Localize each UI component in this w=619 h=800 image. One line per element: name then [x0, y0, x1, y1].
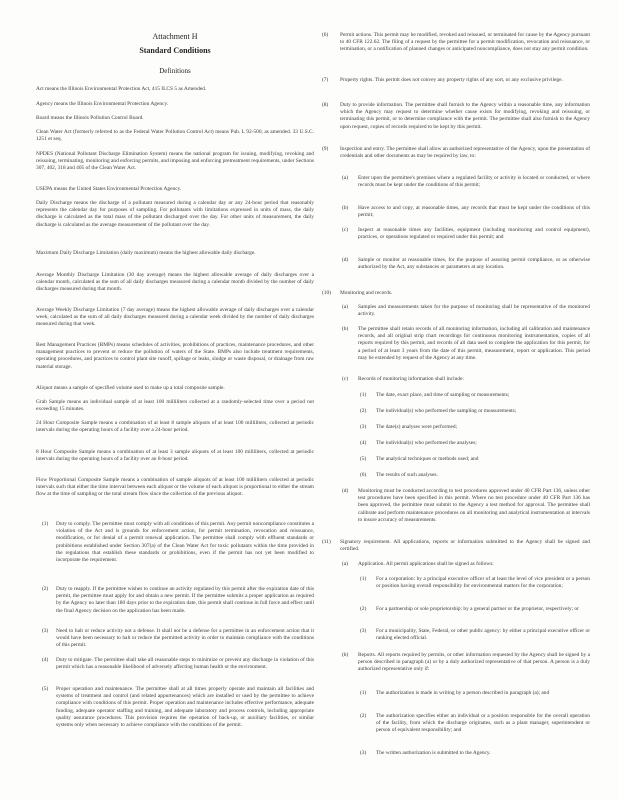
item-need-to-halt: Need to halt or reduce activity not a defense. It shall not be a defense for a permittee in an enforcement action that it would have been necessary to halt or reduce the permitted activity in order to maintain compliance with the conditions of this permit.: [56, 628, 314, 649]
record-item: The analytical techniques or methods used; and: [376, 456, 479, 462]
def-usepa: USEPA means the United States Environmental Protection Agency.: [36, 186, 182, 192]
sub-number: (a): [342, 561, 348, 567]
record-item: The date(s) analyses were performed;: [376, 424, 458, 430]
sub-number: (a): [342, 175, 348, 181]
item-number: (5): [42, 686, 49, 692]
sub-number: (2): [360, 713, 367, 719]
authorization-submitted: The written authorization is submitted to the Agency.: [376, 750, 491, 756]
sub-samples-representative: Samples and measurements taken for the purpose of monitoring shall be representative of the monitored activity.: [358, 304, 590, 318]
sub-number: (4): [360, 440, 367, 446]
authorization-writing: The authorization is made in writing by a person described in paragraph (a); and: [376, 690, 550, 696]
def-board: Board means the Illinois Pollution Control Board.: [36, 115, 144, 121]
def-max-daily: Maximum Daily Discharge Limitation (daily maximum) means the highest allowable daily discharge.: [36, 250, 256, 256]
def-24hr-composite: 24 Hour Composite Sample means a combination of at least 8 sample aliquots of at least 100 milliliters, collected at periodic intervals during the operating hours of a facility over a 24-hour period.: [36, 420, 314, 434]
record-item: The date, exact place, and time of sampling or measurements;: [376, 392, 510, 398]
sub-number: (d): [342, 488, 349, 494]
item-permit-actions: Permit actions. This permit may be modified, revoked and reissued, or terminated for cause by the Agency pursuant to 40 CFR 122.62. The filing of a request by the permittee for a permit modification, revocation and reissuance, or termination, or a notification of planned changes or anticipated noncompliance, does not stay any permit condition.: [340, 32, 590, 53]
item-number: (3): [42, 628, 49, 634]
document-title: Standard Conditions: [139, 46, 211, 55]
authorization-specifies: The authorization specifies either an individual or a position responsible for the overall operation of the facility, from which the discharge originates, such as a plant manager, superintendent or person of equivalent responsibility; and: [376, 713, 590, 734]
sub-enter-premises: Enter upon the permittee's premises where a regulated facility or activity is located or conducted, or where records must be kept under the conditions of this permit;: [358, 175, 590, 189]
signatory-partnership: For a partnership or sole proprietorship: by a general partner or the proprietor, respectively; or: [376, 606, 579, 612]
sub-number: (3): [360, 750, 367, 756]
item-property-rights: Property rights. This permit does not convey any property rights of any sort, or any exclusive privilege.: [340, 77, 563, 83]
sub-number: (5): [360, 456, 367, 462]
def-act: Act means the Illinois Environmental Protection Act, 415 ILCS 5 as Amended.: [36, 86, 207, 92]
item-proper-operation: Proper operation and maintenance. The permittee shall at all times properly operate and maintain all facilities and systems of treatment and control (and related appurtenances) which are installed or used by the permittee to achieve compliance with conditions of this permit. Proper operation and maintenance includes effective performance, adequate funding, adequate operator staffing and training, and adequate laboratory and process controls, including appropriate quality assurance procedures. This provision requires the operation of back-up, or auxiliary facilities, or similar systems only when necessary to achieve compliance with the conditions of the permit.: [56, 686, 314, 729]
sub-number: (3): [360, 628, 367, 634]
attachment-heading: Attachment H: [152, 32, 198, 41]
item-number: (10): [322, 290, 331, 296]
sub-have-access: Have access to and copy, at reasonable times, any records that must be kept under the conditions of this permit;: [358, 205, 590, 219]
sub-inspect: Inspect at reasonable times any facilities, equipment (including monitoring and control equipment), practices, or operations regulated or required under this permit; and: [358, 227, 590, 241]
item-duty-to-provide-info: Duty to provide information. The permittee shall furnish to the Agency within a reasonable time, any information which the Agency may request to determine whether cause exists for modifying, revoking and reissuing, or terminating this permit, or to determine compliance with the permit. The permittee shall also furnish to the Agency upon request, copies of records required to be kept by this permit.: [340, 102, 590, 130]
def-flow-proportional: Flow Proportional Composite Sample means a combination of sample aliquots of at least 100 milliliters collected at periodic intervals such that either the time interval between each aliquot or the volume of each aliquot is proportional to either the stream flow at the time of sampling or the total stream flow since the collection of the previous aliquot.: [36, 477, 314, 498]
sub-number: (2): [360, 606, 367, 612]
def-grab-sample: Grab Sample means an individual sample of at least 100 milliliters collected at a randomly-selected time over a period not exceeding 15 minutes.: [36, 399, 314, 413]
def-aliquot: Aliquot means a sample of specified volume used to make up a total composite sample.: [36, 385, 225, 391]
record-item: The individual(s) who performed the sampling or measurements;: [376, 408, 517, 414]
sub-number: (b): [342, 652, 349, 658]
sub-sample-monitor: Sample or monitor at reasonable times, for the purpose of assuring permit compliance, or as otherwise authorized by the Act, any substances or parameters at any location.: [358, 257, 590, 271]
item-duty-to-mitigate: Duty to mitigate. The permittee shall take all reasonable steps to minimize or prevent any discharge in violation of this permit which has a reasonable likelihood of adversely affecting human health or the environment.: [56, 657, 314, 671]
sub-number: (c): [342, 227, 348, 233]
item-number: (11): [322, 539, 331, 545]
item-signatory: Signatory requirement. All applications, reports or information submitted to the Agency shall be signed and certified.: [340, 539, 590, 553]
sub-number: (1): [360, 392, 367, 398]
record-item: The results of such analyses.: [376, 472, 438, 478]
def-bmp: Best Management Practices (BMPs) means schedules of activities, prohibitions of practices, maintenance procedures, and other management practices to prevent or reduce the pollution of waters of the State. BMPs also include treatment requirements, operating procedures, and practices to control plant site runoff, spillage or leaks, sludge or waste disposal, or drainage from raw material storage.: [36, 342, 314, 370]
def-avg-monthly: Average Monthly Discharge Limitation (30 day average) means the highest allowable average of daily discharges over a calendar month, calculated as the sum of all daily discharges measured during a calendar month divided by the number of daily discharges measured during that month.: [36, 272, 314, 293]
item-number: (9): [322, 146, 329, 152]
def-avg-weekly: Average Weekly Discharge Limitation (7 day average) means the highest allowable average of daily discharges over a calendar week, calculated as the sum of all daily discharges measured during a calendar week divided by the number of daily discharges measured during that week.: [36, 307, 314, 328]
sub-records-include: Records of monitoring information shall include:: [358, 376, 464, 382]
item-number: (2): [42, 586, 49, 592]
item-monitoring-records: Monitoring and records.: [340, 290, 393, 296]
item-inspection-entry: Inspection and entry. The permittee shall allow an authorized representative of the Agency, upon the presentation of credentials and other documents as may be required by law, to:: [340, 146, 590, 160]
sub-number: (b): [342, 326, 349, 332]
def-clean-water-act: Clean Water Act (formerly referred to as the Federal Water Pollution Control Act) means Pub. L 92-500, as amended. 33 U.S.C. 1251 et seq.: [36, 129, 314, 143]
item-number: (6): [322, 32, 329, 38]
sub-number: (b): [342, 205, 349, 211]
item-number: (8): [322, 102, 329, 108]
sub-number: (1): [360, 690, 367, 696]
sub-number: (d): [342, 257, 349, 263]
sub-reports: Reports. All reports required by permits, or other information requested by the Agency shall be signed by a person described in paragraph (a) or by a duly authorized representative of that person. A person is a duly authorized representative only if:: [358, 652, 590, 673]
item-duty-to-comply: Duty to comply. The permittee must comply with all conditions of this permit. Any permit noncompliance constitutes a violation of the Act and is grounds for enforcement action, for permit termination, revocation and reissuance, modification, or for denial of a permit renewal application. The permittee shall comply with effluent standards or prohibitions established under Section 307(a) of the Clean Water Act for toxic pollutants within the time provided in the regulations that establish these standards or prohibitions, even if the permit has not yet been modified to incorporate the requirement.: [56, 521, 314, 564]
sub-number: (c): [342, 376, 348, 382]
signatory-corporation: For a corporation: by a principal executive officer of at least the level of vice president or a person or position having overall responsibility for environmental matters for the corporation;: [376, 576, 590, 590]
def-daily-discharge: Daily Discharge means the discharge of a pollutant measured during a calendar day or any 24-hour period that reasonably represents the calendar day for purposes of sampling. For pollutants with limitations expressed in units of mass, the daily discharge is calculated as the total mass of the pollutant discharged over the day. For other units of measurement, the daily discharge is calculated as the average measurement of the pollutant over the day.: [36, 200, 314, 228]
sub-retain-records: The permittee shall retain records of all monitoring information, including all calibration and maintenance records, and all original strip chart recordings for continuous monitoring instrumentation, copies of all reports required by this permit, and records of all data used to complete the application for this permit, for a period of at least 3 years from the date of this permit, measurement, report or application. This period may be extended by request of the Agency at any time.: [358, 326, 590, 361]
def-npdes: NPDES (National Pollutant Discharge Elimination System) means the national program for issuing, modifying, revoking and reissuing, terminating, monitoring and enforcing permits, and imposing and enforcing pretreatment requirements, under Sections 307, 402, 318 and 405 of the Clean Water Act.: [36, 151, 314, 172]
sub-number: (2): [360, 408, 367, 414]
def-8hr-composite: 8 Hour Composite Sample means a combination of at least 3 sample aliquots of at least 100 milliliters, collected at periodic intervals during the operating hours of a facility over an 8-hour period.: [36, 449, 314, 463]
def-agency: Agency means the Illinois Environmental Protection Agency.: [36, 101, 169, 107]
sub-application: Application. All permit applications shall be signed as follows:: [358, 561, 494, 567]
definitions-heading: Definitions: [159, 67, 191, 75]
sub-number: (3): [360, 424, 367, 430]
item-duty-to-reapply: Duty to reapply. If the permittee wishes to continue an activity regulated by this permit after the expiration date of this permit, the permittee must apply for and obtain a new permit. If the permittee submits a proper application as required by the Agency no later than 180 days prior to the expiration date, this permit shall continue in full force and effect until the final Agency decision on the application has been made.: [56, 586, 314, 614]
signatory-municipality: For a municipality, State, Federal, or other public agency: by either a principal executive officer or ranking elected official.: [376, 628, 590, 642]
sub-number: (a): [342, 304, 348, 310]
record-item: The individual(s) who performed the analyses;: [376, 440, 477, 446]
sub-number: (1): [360, 576, 367, 582]
item-number: (4): [42, 657, 49, 663]
sub-number: (6): [360, 472, 367, 478]
sub-monitoring-procedures: Monitoring must be conducted according to test procedures approved under 40 CFR Part 136, unless other test procedures have been specified in this permit. Where no test procedure under 40 CFR Part 136 has been approved, the permittee must submit to the Agency a test method for approval. The permittee shall calibrate and perform maintenance procedures on all monitoring and analytical instrumentation at intervals to insure accuracy of measurements.: [358, 488, 590, 523]
item-number: (1): [42, 521, 49, 527]
item-number: (7): [322, 77, 329, 83]
